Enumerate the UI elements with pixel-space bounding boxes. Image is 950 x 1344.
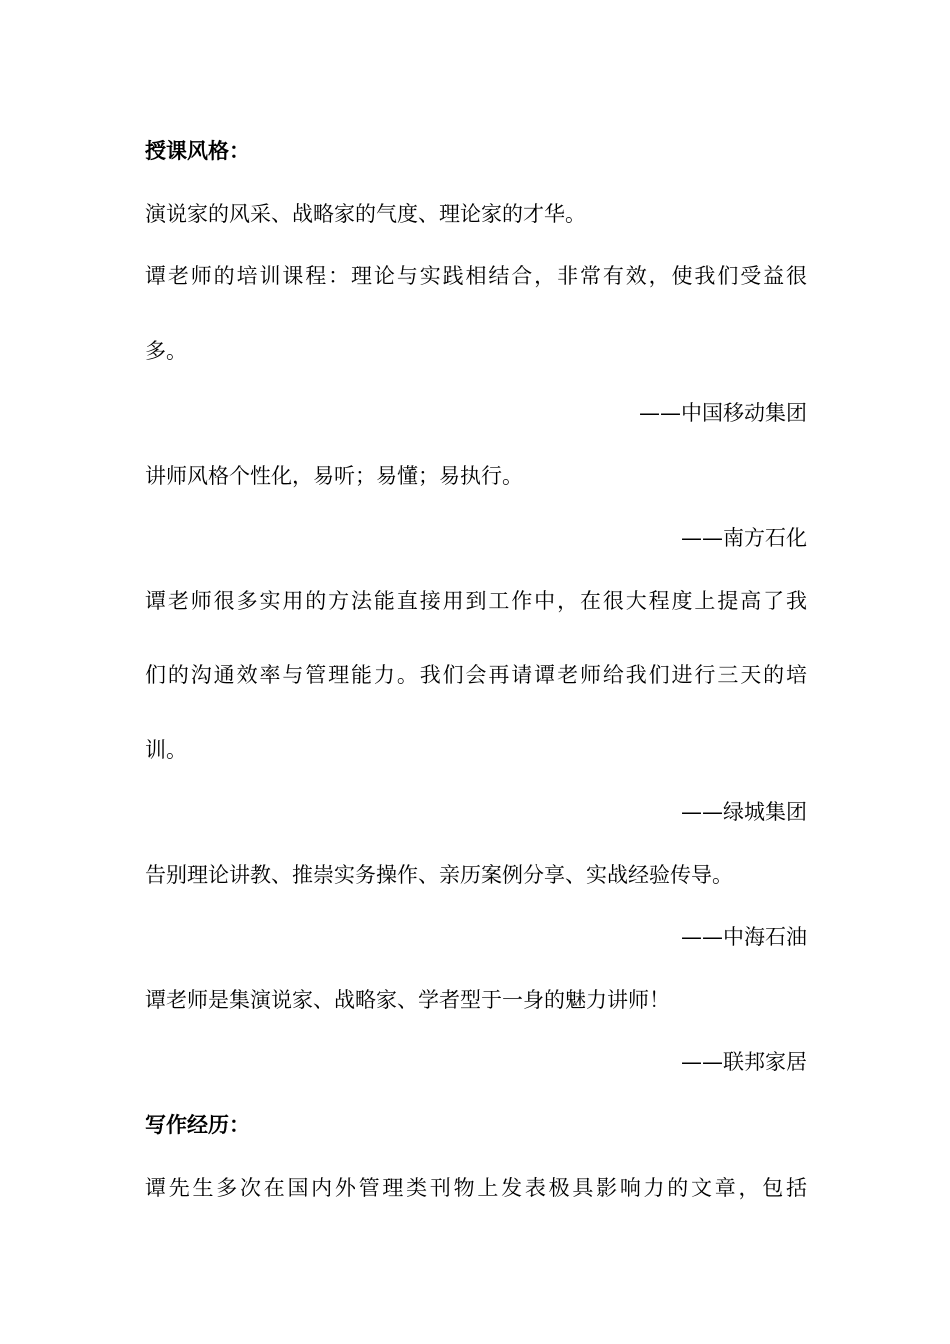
testimonial-5-source: ——联邦家居 (681, 1050, 807, 1074)
testimonial-3-line-1: 谭老师很多实用的方法能直接用到工作中，在很大程度上提高了我 (145, 589, 807, 613)
testimonial-1-line-1: 谭老师的培训课程：理论与实践相结合，非常有效，使我们受益很 (145, 264, 807, 288)
testimonial-1-source: ——中国移动集团 (639, 401, 807, 425)
testimonial-4-source: ——中海石油 (681, 925, 807, 949)
testimonial-5-line-1: 谭老师是集演说家、战略家、学者型于一身的魅力讲师！ (145, 988, 670, 1012)
writing-text: 谭先生多次在国内外管理类刊物上发表极具影响力的文章，包括 (145, 1176, 807, 1200)
testimonial-1-line-2: 多。 (145, 339, 187, 363)
teaching-style-summary: 演说家的风采、战略家的气度、理论家的才华。 (145, 202, 586, 226)
testimonial-3-source: ——绿城集团 (681, 800, 807, 824)
writing-heading: 写作经历： (145, 1113, 250, 1137)
testimonial-3-line-3: 训。 (145, 738, 187, 762)
testimonial-2-source: ——南方石化 (681, 526, 807, 550)
testimonial-3-line-2: 们的沟通效率与管理能力。我们会再请谭老师给我们进行三天的培 (145, 663, 807, 687)
teaching-style-heading: 授课风格： (145, 139, 250, 163)
testimonial-2-line-1: 讲师风格个性化，易听；易懂；易执行。 (145, 464, 523, 488)
testimonial-4-line-1: 告别理论讲教、推崇实务操作、亲历案例分享、实战经验传导。 (145, 863, 733, 887)
